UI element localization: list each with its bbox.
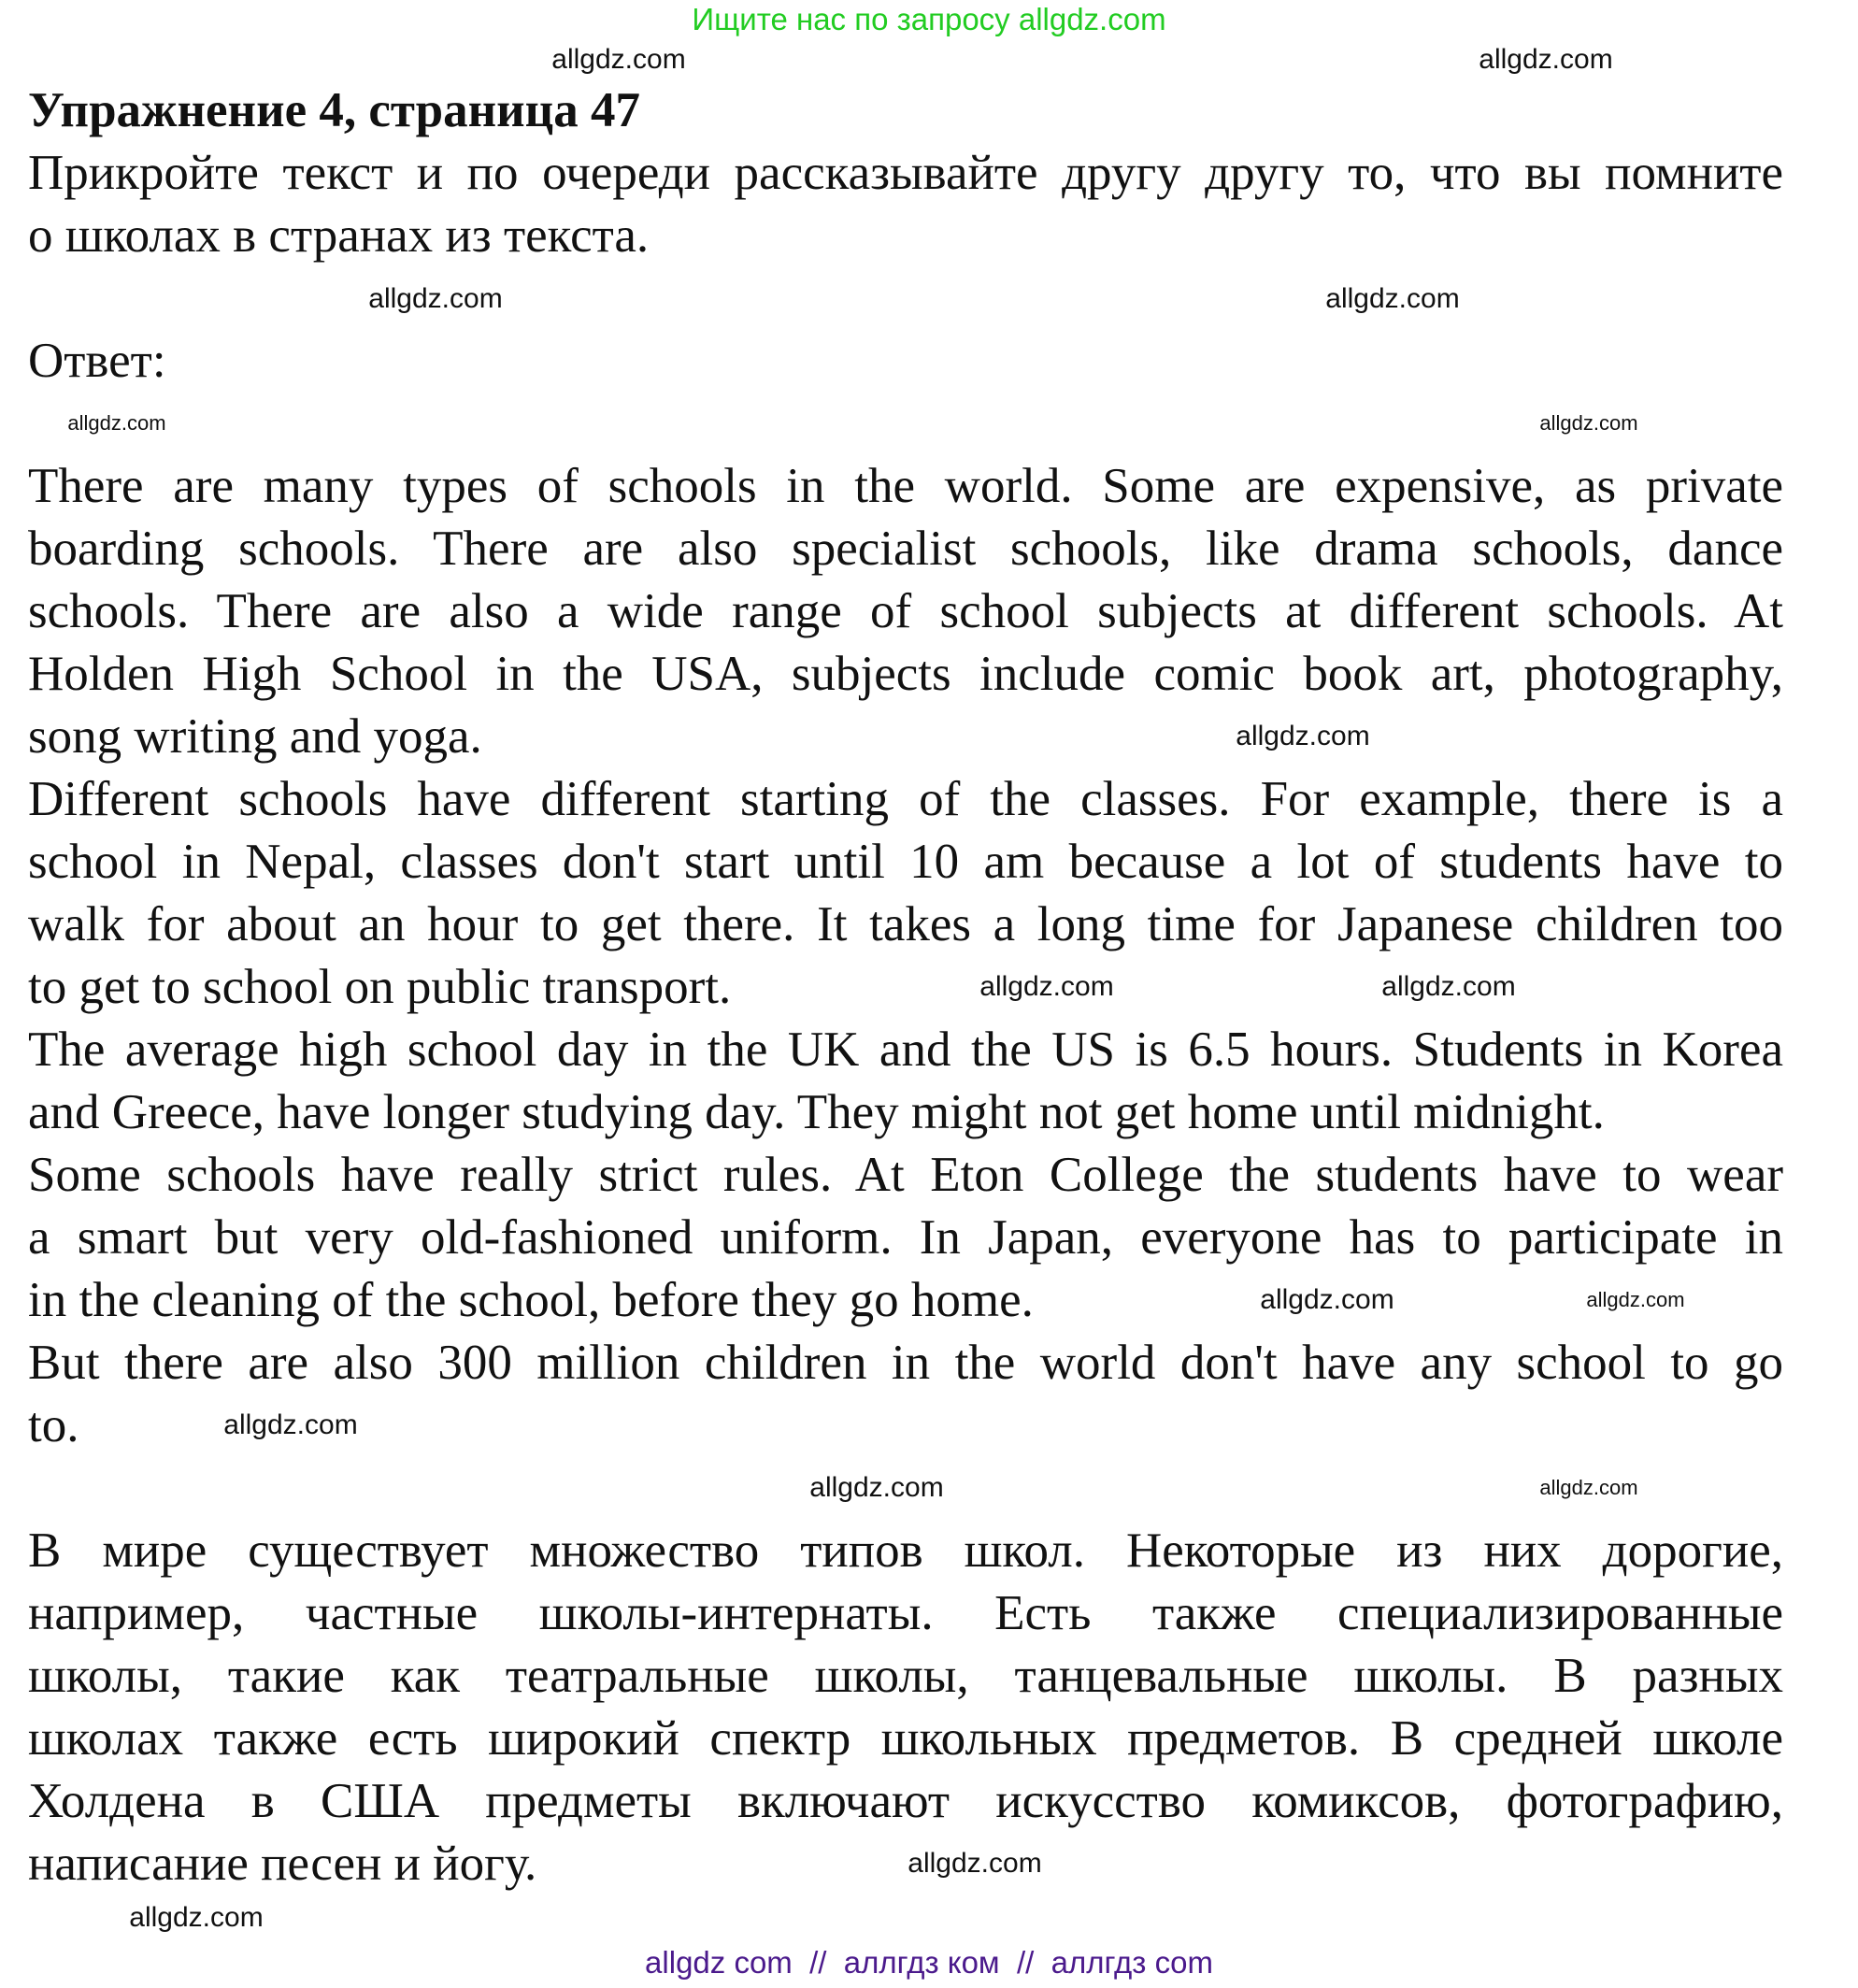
text-line: walk for about an hour to get there. It takes a long time for Japanese children too xyxy=(28,897,1783,951)
top-search-banner[interactable]: Ищите нас по запросу allgdz.com xyxy=(692,2,1166,36)
text-line: например, частные школы-интернаты. Есть также специализированные xyxy=(28,1586,1783,1640)
answer-label: Ответ: xyxy=(28,334,166,388)
text-line: школах также есть широкий спектр школьных предметов. В средней школе xyxy=(28,1711,1783,1766)
text-line xyxy=(28,1269,1783,1332)
text-line: Holden High School in the USA, subjects include comic book art, photography, xyxy=(28,647,1783,701)
russian-translation xyxy=(28,1520,1783,1895)
watermark: allgdz.com xyxy=(368,283,503,314)
watermark: allgdz.com xyxy=(129,1902,264,1933)
text-line: Прикройте текст и по очереди рассказывайте другу другу то, что вы помните xyxy=(28,146,1783,200)
text-line: Some schools have really strict rules. At Eton College the students have to wear xyxy=(28,1148,1783,1202)
text-line-content: in the cleaning of the school, before they go home. xyxy=(28,1273,1034,1327)
text-line: Different schools have different starting of the classes. For example, there is a xyxy=(28,772,1783,826)
text-line-content: написание песен и йогу. xyxy=(28,1837,537,1891)
text-line-content: о школах в странах из текста. xyxy=(28,208,650,263)
text-line: schools. There are also a wide range of school subjects at different schools. At xyxy=(28,584,1783,638)
footer-links[interactable]: allgdz com // аллгдз ком // аллгдз com xyxy=(645,1945,1213,1980)
text-line: But there are also 300 million children in the world don't have any school to go xyxy=(28,1336,1783,1390)
text-line xyxy=(28,956,1783,1019)
text-line: The average high school day in the UK and the US is 6.5 hours. Students in Korea xyxy=(28,1023,1783,1077)
watermark: allgdz.com xyxy=(1539,1476,1638,1499)
text-line: There are many types of schools in the world. Some are expensive, as private xyxy=(28,459,1783,513)
watermark: allgdz.com xyxy=(1539,411,1638,435)
text-line: boarding schools. There are also specialist schools, like drama schools, dance xyxy=(28,522,1783,576)
watermark: allgdz.com xyxy=(979,971,1114,1002)
text-line xyxy=(28,1833,1783,1895)
exercise-content xyxy=(28,79,1783,1895)
watermark: allgdz.com xyxy=(551,44,686,75)
watermark: allgdz.com xyxy=(1381,971,1516,1002)
text-line: В мире существует множество типов школ. Некоторые из них дорогие, xyxy=(28,1523,1783,1578)
watermark: allgdz.com xyxy=(1236,721,1370,751)
text-line-content: song writing and yoga. xyxy=(28,709,482,764)
watermark: allgdz.com xyxy=(1260,1284,1394,1315)
text-line: школы, такие как театральные школы, танцевальные школы. В разных xyxy=(28,1649,1783,1703)
text-line xyxy=(28,706,1783,768)
text-line xyxy=(28,1081,1783,1144)
text-line-content: to. xyxy=(28,1398,79,1452)
text-line-content: to get to school on public transport. xyxy=(28,960,732,1014)
watermark: allgdz.com xyxy=(908,1848,1042,1879)
text-line: Холдена в США предметы включают искусство комиксов, фотографию, xyxy=(28,1774,1783,1828)
text-line: school in Nepal, classes don't start until 10 am because a lot of students have to xyxy=(28,835,1783,889)
task-text xyxy=(28,142,1783,267)
text-line: a smart but very old-fashioned uniform. In Japan, everyone has to participate in xyxy=(28,1210,1783,1265)
watermark: allgdz.com xyxy=(809,1472,944,1503)
page-title: Упражнение 4, страница 47 xyxy=(28,83,640,137)
text-line xyxy=(28,205,1783,267)
text-line-content: and Greece, have longer studying day. They might not get home until midnight. xyxy=(28,1085,1605,1139)
watermark: allgdz.com xyxy=(1479,44,1613,75)
english-answer xyxy=(28,455,1783,1457)
watermark: allgdz.com xyxy=(1325,283,1460,314)
watermark: allgdz.com xyxy=(67,411,166,435)
watermark: allgdz.com xyxy=(223,1409,358,1440)
watermark: allgdz.com xyxy=(1586,1288,1685,1311)
